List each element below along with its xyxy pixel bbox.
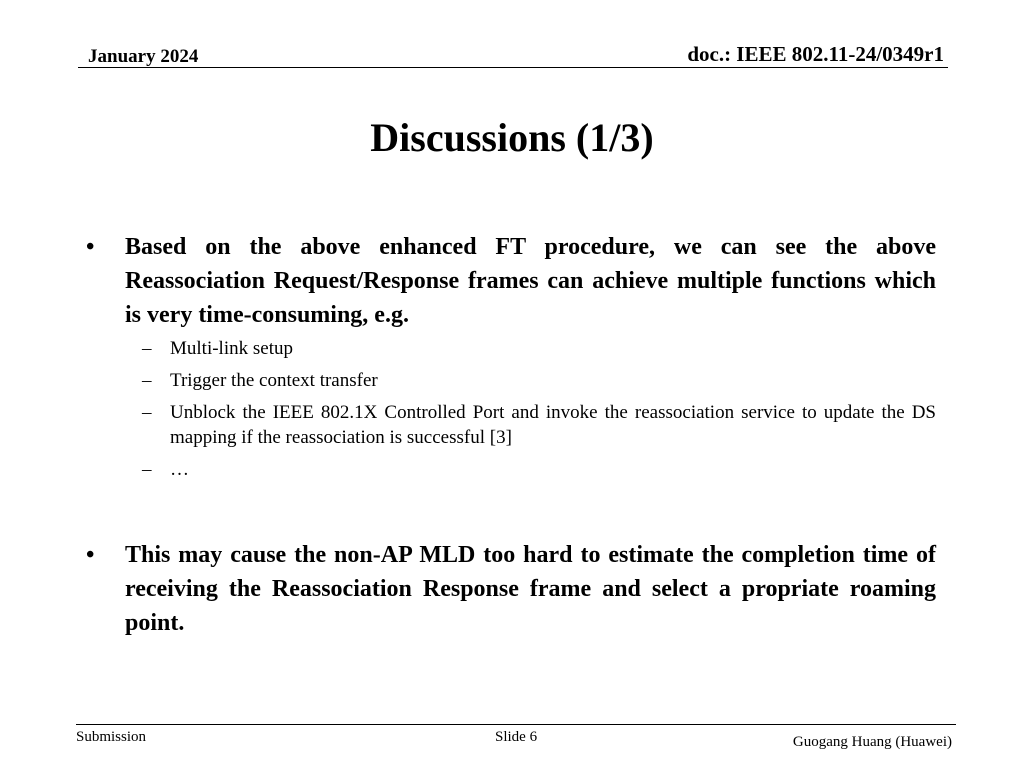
bullet-text: Based on the above enhanced FT procedure, we can see the above Reassociation Request/Response frames can achieve multiple functions which is very time-consuming, e.g. <box>125 234 936 328</box>
slide-title: Discussions (1/3) <box>370 115 654 160</box>
bullet-marker: • <box>86 234 95 260</box>
sub-bullet-item <box>142 400 936 450</box>
sub-bullet-marker: – <box>142 370 152 391</box>
footer-divider <box>76 724 956 725</box>
sub-bullet-text: Trigger the context transfer <box>170 370 378 391</box>
sub-bullet-marker: – <box>142 402 152 423</box>
bullet-item <box>86 538 936 640</box>
footer-submission: Submission <box>76 729 147 745</box>
sub-bullet-item <box>142 457 936 482</box>
bullet-item <box>86 230 936 332</box>
header-divider <box>78 67 948 68</box>
bullet-text: This may cause the non-AP MLD too hard to estimate the completion time of receiving the Reassociation Response frame and select a propriate roaming point. <box>125 542 936 636</box>
sub-bullet-text: Multi-link setup <box>170 338 293 359</box>
sub-bullet-text: Unblock the IEEE 802.1X Controlled Port and invoke the reassociation service to update the DS mapping if the reassociation is successful [3] <box>170 402 936 448</box>
header-date: January 2024 <box>88 46 199 67</box>
header-doc-id: doc.: IEEE 802.11-24/0349r1 <box>687 42 944 66</box>
sub-bullet-marker: – <box>142 338 152 359</box>
sub-bullet-item <box>142 336 936 361</box>
sub-bullet-marker: – <box>142 459 152 480</box>
sub-bullet-item <box>142 368 936 393</box>
sub-bullet-text: … <box>170 459 189 480</box>
footer-slide-number: Slide 6 <box>495 729 538 745</box>
footer-author: Guogang Huang (Huawei) <box>792 734 952 750</box>
bullet-marker: • <box>86 542 95 568</box>
sub-bullet-list <box>142 336 936 489</box>
